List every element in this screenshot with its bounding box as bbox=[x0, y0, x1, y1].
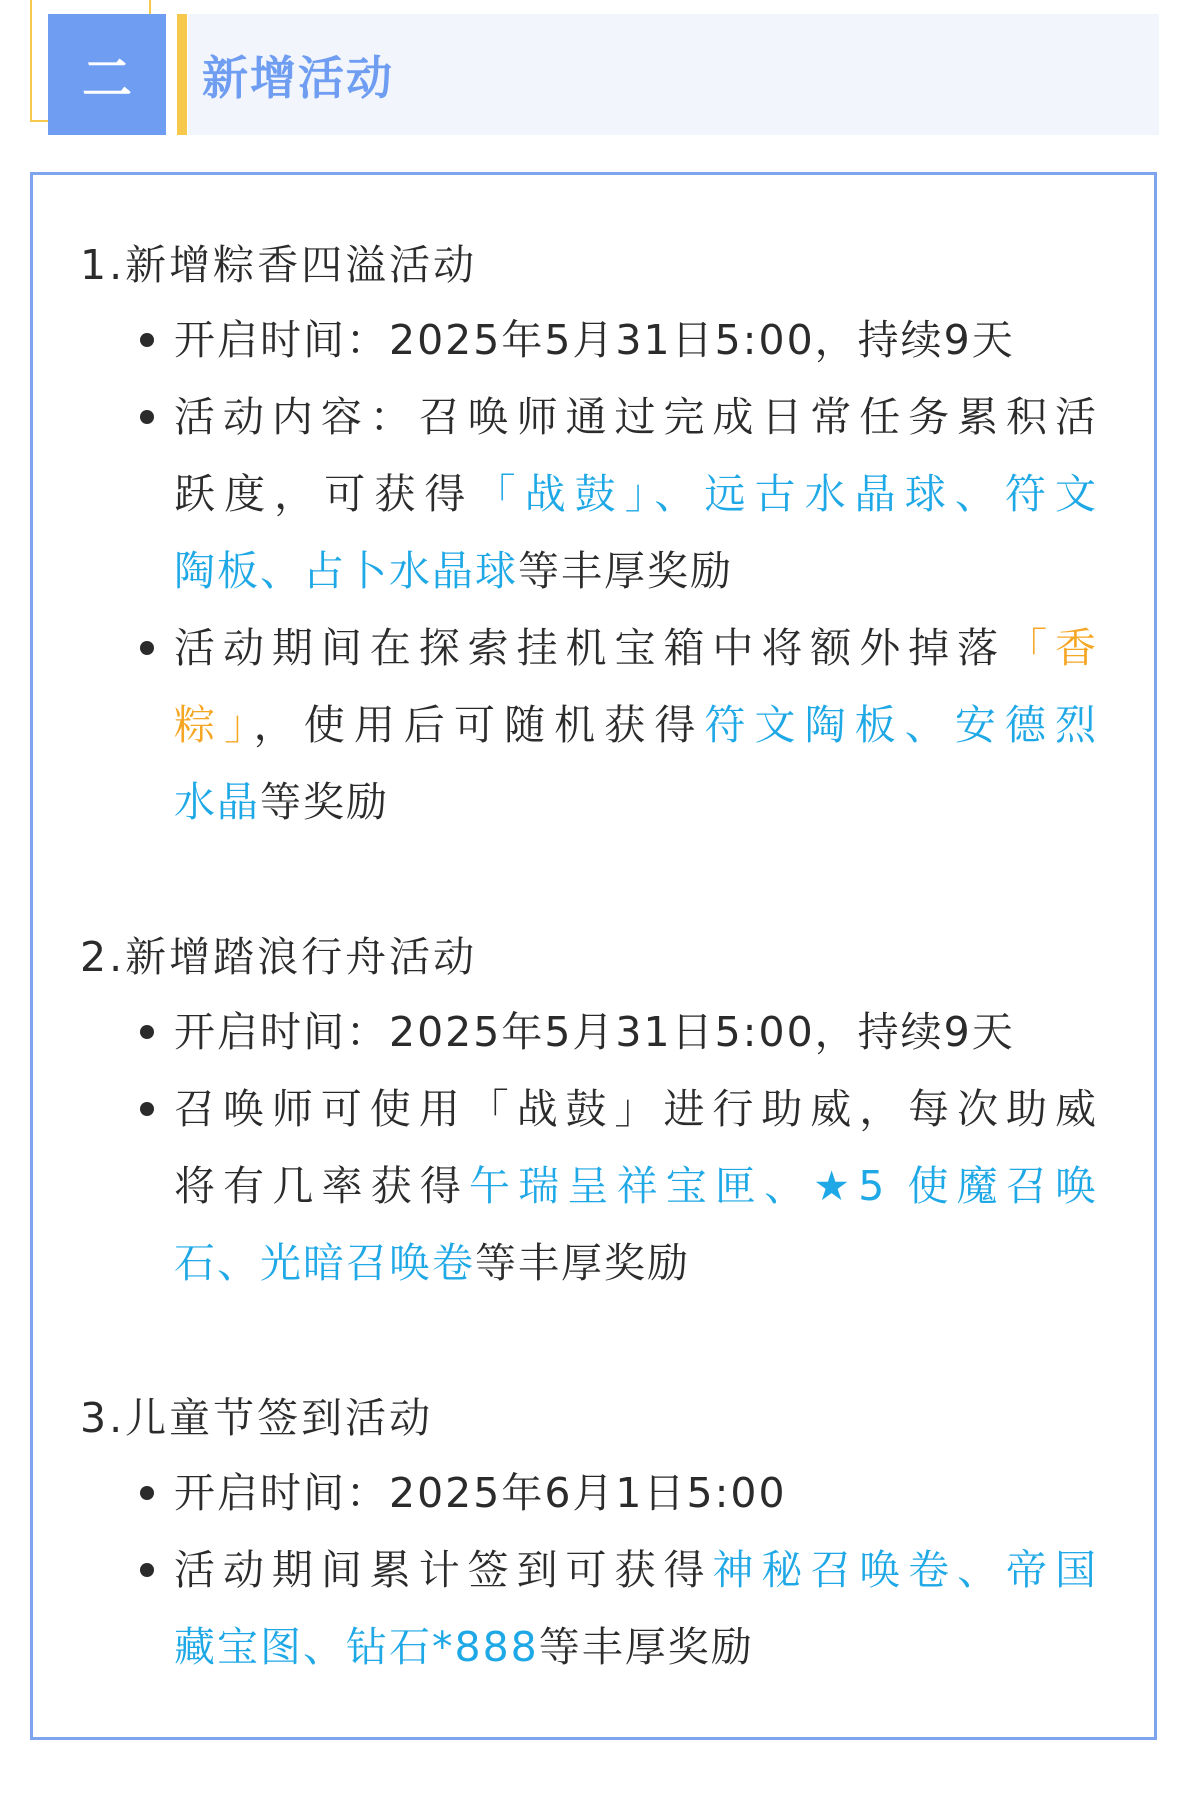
list-item-line: 藏宝图、钻石*888等丰厚奖励 bbox=[174, 1623, 754, 1671]
list-item-line: 活动期间在探索挂机宝箱中将额外掉落「香 bbox=[174, 624, 1099, 672]
activity-title: 2.新增踏浪行舟活动 bbox=[80, 933, 478, 981]
list-item-line: 开启时间：2025年5月31日5:00，持续9天 bbox=[174, 1008, 1015, 1056]
bullet-dot bbox=[140, 1486, 154, 1500]
activity-title: 3.儿童节签到活动 bbox=[80, 1394, 434, 1442]
list-item-line: 跃度，可获得「战鼓」、远古水晶球、符文 bbox=[174, 470, 1098, 518]
list-item-line: 石、光暗召唤卷等丰厚奖励 bbox=[174, 1239, 690, 1287]
bullet-dot bbox=[140, 641, 154, 655]
list-item-line: 粽」，使用后可随机获得符文陶板、安德烈 bbox=[174, 701, 1099, 749]
list-item-line: 开启时间：2025年5月31日5:00，持续9天 bbox=[174, 316, 1015, 364]
section-heading: 新增活动 bbox=[202, 51, 394, 105]
list-item-line: 开启时间：2025年6月1日5:00 bbox=[174, 1469, 787, 1517]
header-accent-bar bbox=[177, 14, 187, 135]
list-item-line: 活动期间累计签到可获得神秘召唤卷、帝国 bbox=[174, 1546, 1099, 1594]
bullet-dot bbox=[140, 333, 154, 347]
list-item-line: 水晶等奖励 bbox=[174, 778, 389, 826]
list-item-line: 活动内容：召唤师通过完成日常任务累积活 bbox=[174, 393, 1098, 441]
activity-title: 1.新增粽香四溢活动 bbox=[80, 241, 478, 289]
bullet-dot bbox=[140, 1102, 154, 1116]
bullet-dot bbox=[140, 410, 154, 424]
list-item-line: 陶板、占卜水晶球等丰厚奖励 bbox=[174, 547, 733, 595]
bullet-dot bbox=[140, 1025, 154, 1039]
list-item-line: 将有几率获得午瑞呈祥宝匣、★5 使魔召唤 bbox=[174, 1162, 1099, 1210]
list-item-line: 召唤师可使用「战鼓」进行助威，每次助威 bbox=[174, 1085, 1098, 1133]
bullet-dot bbox=[140, 1563, 154, 1577]
section-number-badge: 二 bbox=[48, 14, 166, 135]
